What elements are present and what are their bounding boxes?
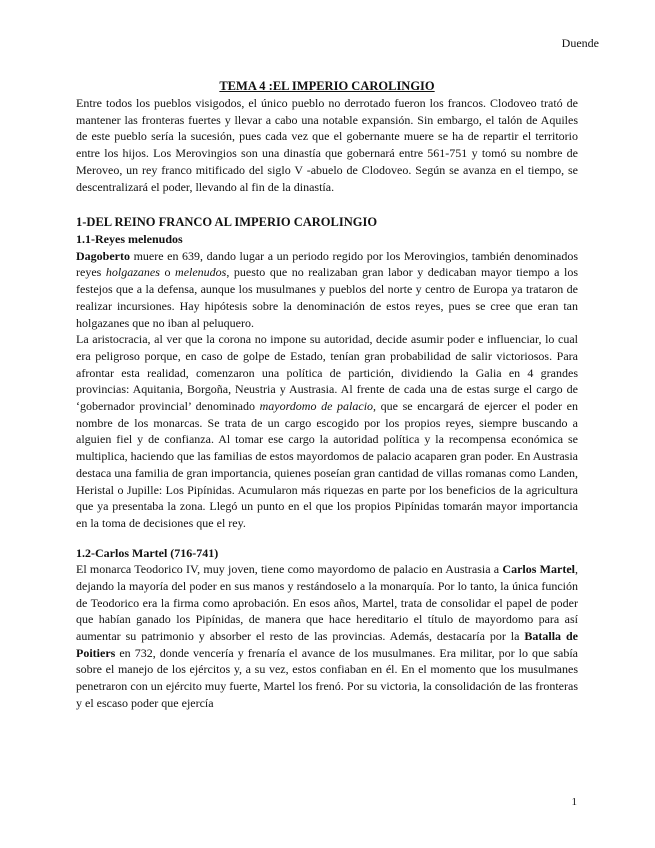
page-number: 1 xyxy=(571,796,577,808)
document-title: TEMA 4 :EL IMPERIO CAROLINGIO xyxy=(219,79,435,93)
section-1-2-heading: 1.2-Carlos Martel (716-741) xyxy=(76,545,219,560)
text-run: en 732, donde vencería y frenaría el avance de los musulmanes. Era militar, por lo que sabía sobre el manejo de los ejércitos y, a su vez, estos confiaban en él. En el momento que los musulmanes penetraron con un ejército muy fuerte, Martel los frenó. Por su victoria, la consolidación de las fronteras y el escaso poder que ejercía xyxy=(76,645,578,710)
header-author: Duende xyxy=(561,36,599,50)
section-1-heading: 1-DEL REINO FRANCO AL IMPERIO CAROLINGIO xyxy=(76,215,378,230)
text-run: , dejando la mayoría del poder en sus manos y restándoselo a la monarquía. Por lo tanto, la única función de Teodorico era la firma como aprobación. En esos años, Martel, trata de consolidar el papel de poder que habían ganado los Pipínidas, de manera que hace hereditario el título de mayordomo para así aumentar su patrimonio y absorber el resto de las provincias. Además, destacaría por la xyxy=(76,562,578,643)
text-run: , que se encargará de ejercer el poder en nombre de los monarcas. Se trata de un cargo escogido por los propios reyes, siempre buscando a alguien fiel y de confianza. Al tomar ese cargo la autoridad política y la recompensa económica se multiplica, haciendo que las familias de estos mayordomos de palacio acaparen gran poder. En Austrasia destaca una familia de gran importancia, quienes poseían gran cantidad de villas romanas como Landen, Heristal o Jupille: Los Pipínidas. Acumularon más riquezas en parte por los beneficios de la agricultura que ya presentaba la zona. Llegó un punto en el que los propios Pipínidas tomarán mayor importancia en la toma de decisiones que el rey. xyxy=(76,399,579,530)
term-batalla-de-poitiers: Batalla de Poitiers xyxy=(76,628,579,660)
term-holgazanes: holgazanes xyxy=(105,265,160,280)
section-1-1-paragraph-2 xyxy=(76,331,578,531)
term-mayordomo-de-palacio: mayordomo de palacio xyxy=(259,399,374,414)
text-run: , puesto que no realizaban gran labor y dedicaban mayor tiempo a los festejos que a la defensa, aunque los musulmanes y pueblos del norte y centro de Europa ya trataron de realizar incursiones. Hay hipótesis sobre la denominación de estos reyes, pues se cree que eran tan holgazanes que no iban al peluquero. xyxy=(76,265,579,330)
section-1-1-paragraph-1 xyxy=(76,248,578,332)
text-run: La aristocracia, al ver que la corona no impone su autoridad, decide asumir poder e influenciar, lo cual era peligroso porque, en caso de golpe de Estado, tenían gran probabilidad de salir victoriosos. Para afrontar esta realidad, comenzaron una política de partición, dividiendo la Galia en 4 grandes provincias: Aquitania, Borgoña, Neustria y Austrasia. Al frente de cada una de estas surge el cargo de ‘gobernador provincial’ denominado xyxy=(76,332,578,414)
name-dagoberto: Dagoberto xyxy=(76,248,130,263)
document-body xyxy=(76,78,578,712)
section-1-1-heading: 1.1-Reyes melenudos xyxy=(76,232,183,247)
text-run: muere en 639, dando lugar a un periodo regido por los Merovingios, también denominados reyes xyxy=(76,248,578,280)
name-carlos-martel: Carlos Martel xyxy=(502,562,575,577)
text-run: El monarca Teodorico IV, muy joven, tiene como mayordomo de palacio en Austrasia a xyxy=(76,562,503,577)
section-1-2-paragraph-1 xyxy=(76,561,578,711)
term-melenudos: melenudos xyxy=(175,265,227,280)
text-run: o xyxy=(159,265,176,280)
intro-paragraph: Entre todos los pueblos visigodos, el único pueblo no derrotado fueron los francos. Clodoveo trató de mantener las fronteras fuertes y llevar a cabo una notable expansión. Sin embargo, el talón de Aquiles de este pueblo sería la sucesión, pues cada vez que el gobernante muere se ha de repartir el territorio entre los hijos. Los Merovingios son una dinastía que gobernará entre 561-751 y tomó su nombre de Meroveo, un rey franco mitificado del siglo V -abuelo de Clodoveo. Según se avanza en el tiempo, se descentralizará el poder, llevando al fin de la dinastía. xyxy=(76,96,578,194)
